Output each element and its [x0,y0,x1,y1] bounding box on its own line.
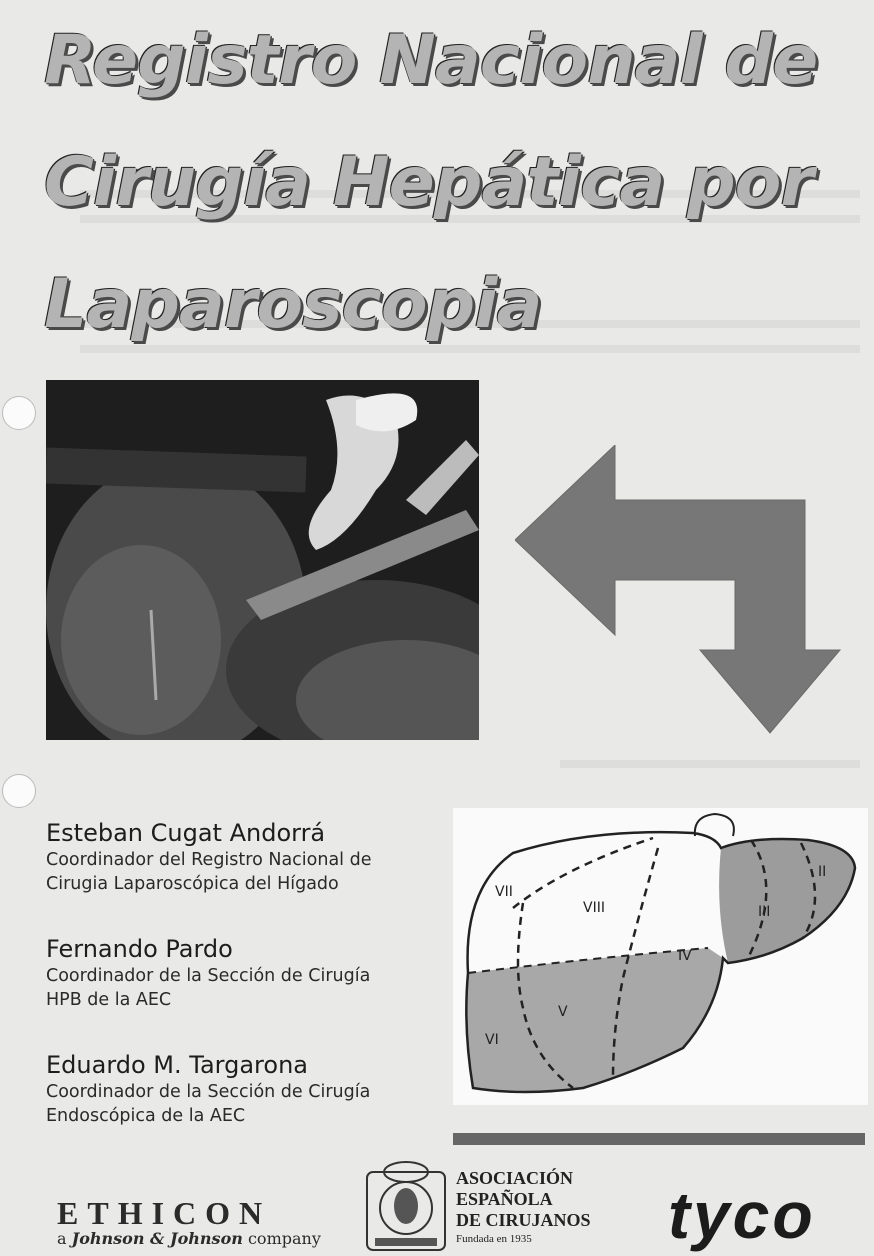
author-role: Endoscópica de la AEC [46,1106,246,1126]
author-block [46,1050,370,1128]
segment-label: III [758,904,771,920]
author-role: HPB de la AEC [46,990,172,1010]
title-line-2: Cirugía Hepática por [44,143,813,222]
author-block [46,934,370,1012]
aec-line: ESPAÑOLA [456,1189,553,1209]
ethicon-logo: ETHICON [57,1195,272,1231]
segment-label: VIII [583,900,605,916]
title-line-1: Registro Nacional de [44,21,818,100]
author-block [46,818,371,896]
aec-line: ASOCIACIÓN [456,1168,574,1188]
binder-hole [2,774,36,808]
segment-label: V [558,1004,568,1020]
author-role: Coordinador de la Sección de Cirugía [46,966,371,986]
show-through-text [560,760,860,768]
aec-line: DE CIRUJANOS [456,1210,591,1230]
author-role: Cirugia Laparoscópica del Hígado [46,874,339,894]
author-name: Esteban Cugat Andorrá [46,819,326,847]
tyco-logo: tyco [668,1178,816,1252]
author-role: Coordinador del Registro Nacional de [46,850,372,870]
segment-label: IV [678,948,692,964]
aec-founded: Fundada en 1935 [456,1233,532,1245]
jnj-brand: Johnson & Johnson [71,1229,243,1248]
divider [453,1133,865,1145]
document-title [44,0,817,366]
segment-label: VII [495,884,513,900]
liver-segments-diagram [453,808,868,1105]
laparoscopy-photo [46,380,479,740]
jnj-tagline: a Johnson & Johnson company [57,1229,321,1248]
segment-label: VI [485,1032,499,1048]
author-name: Fernando Pardo [46,935,233,963]
segment-label: II [818,864,827,880]
aec-seal-icon [365,1160,447,1252]
author-name: Eduardo M. Targarona [46,1051,308,1079]
aec-logo-text [456,1168,591,1247]
turn-down-arrow-icon [515,445,845,735]
author-role: Coordinador de la Sección de Cirugía [46,1082,371,1102]
binder-hole [2,396,36,430]
title-line-3: Laparoscopia [44,265,542,344]
